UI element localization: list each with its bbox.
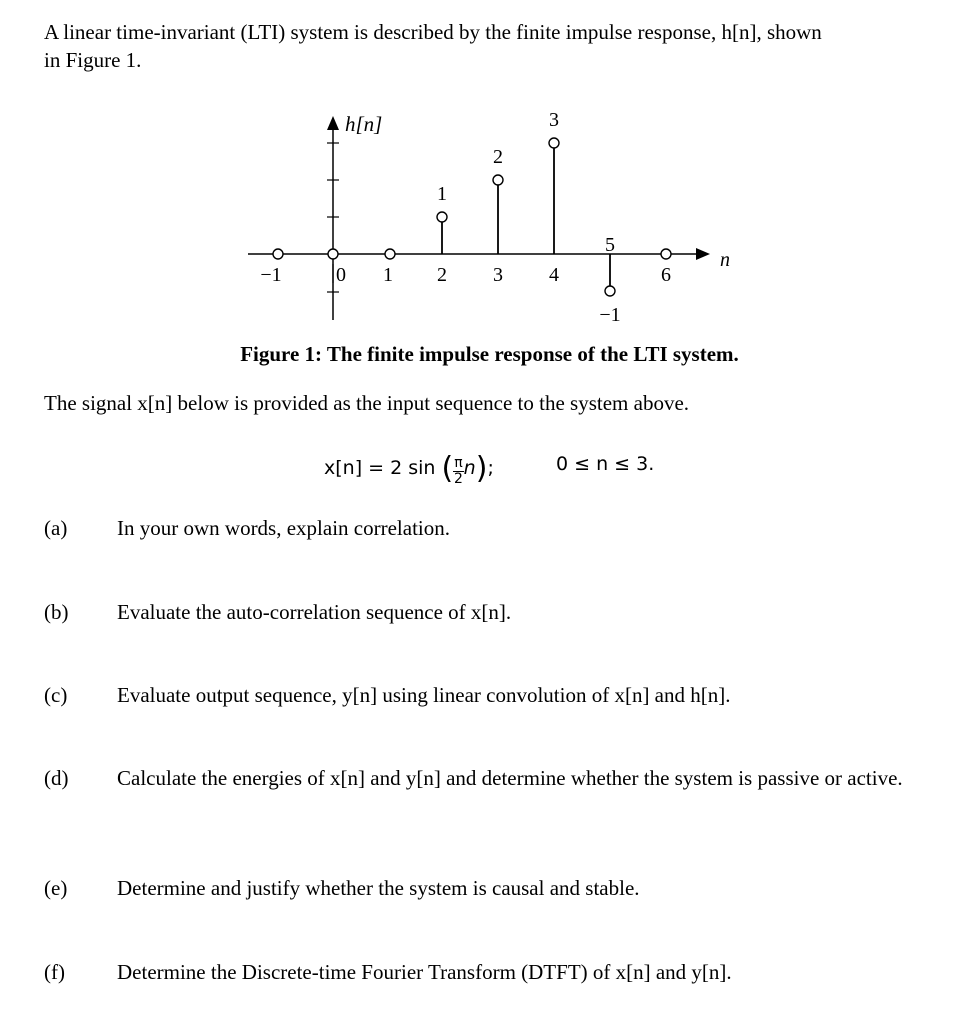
stem-marker-n0 [328, 249, 338, 259]
question-a-text: In your own words, explain correlation. [117, 516, 450, 540]
tick-label-5: 5 [605, 234, 615, 256]
question-c-label: (c) [44, 683, 68, 707]
impulse-response-figure [0, 0, 979, 340]
stem-marker-n5 [605, 286, 615, 296]
equation-close-paren: ) [475, 451, 488, 486]
tick-label-3: 3 [493, 264, 503, 286]
question-f-text: Determine the Discrete-time Fourier Transform (DTFT) of x[n] and y[n]. [117, 960, 732, 984]
equation-n: n [463, 457, 476, 479]
value-label-1: 1 [437, 183, 447, 205]
question-c-text: Evaluate output sequence, y[n] using linear convolution of x[n] and h[n]. [117, 683, 731, 707]
stem-marker-n-1 [273, 249, 283, 259]
question-f-label: (f) [44, 960, 65, 984]
stem-marker-n2 [437, 212, 447, 222]
value-label-minus-1: −1 [599, 304, 621, 326]
equation-lhs: x[n] = 2 sin [324, 457, 436, 479]
intro-line-2: in Figure 1. [44, 48, 142, 72]
x-axis-label: n [720, 249, 730, 271]
y-axis-label: h[n] [345, 112, 383, 136]
figure-caption: Figure 1: The finite impulse response of the LTI system. [240, 342, 739, 366]
stem-marker-n3 [493, 175, 503, 185]
intro-line-1: A linear time-invariant (LTI) system is described by the finite impulse response, h[n], shown [44, 20, 822, 44]
question-e-label: (e) [44, 876, 68, 900]
question-d-text: Calculate the energies of x[n] and y[n] and determine whether the system is passive or active. [117, 766, 903, 790]
tick-label-minus-1: −1 [260, 264, 282, 286]
tick-label-0: 0 [336, 264, 346, 286]
signal-range: 0 ≤ n ≤ 3. [556, 453, 655, 475]
y-axis-arrow [327, 116, 339, 130]
question-d-label: (d) [44, 766, 69, 790]
fraction-denominator: 2 [453, 471, 463, 487]
fraction-numerator: π [454, 455, 463, 471]
signal-equation [324, 451, 494, 487]
question-b-label: (b) [44, 600, 69, 624]
tick-label-2: 2 [437, 264, 447, 286]
stem-marker-n6 [661, 249, 671, 259]
equation-semicolon: ; [487, 457, 494, 479]
tick-label-4: 4 [549, 264, 559, 286]
signal-intro: The signal x[n] below is provided as the input sequence to the system above. [44, 391, 690, 415]
stem-marker-n1 [385, 249, 395, 259]
x-axis-arrow [696, 248, 710, 260]
question-a-label: (a) [44, 516, 68, 540]
tick-label-1: 1 [383, 264, 393, 286]
value-label-3: 3 [549, 109, 559, 131]
question-e-text: Determine and justify whether the system is causal and stable. [117, 876, 640, 900]
tick-label-6: 6 [661, 264, 671, 286]
equation-open-paren: ( [441, 451, 454, 486]
equation-fraction [453, 456, 463, 487]
stem-marker-n4 [549, 138, 559, 148]
question-b-text: Evaluate the auto-correlation sequence of x[n]. [117, 600, 512, 624]
value-label-2: 2 [493, 146, 503, 168]
